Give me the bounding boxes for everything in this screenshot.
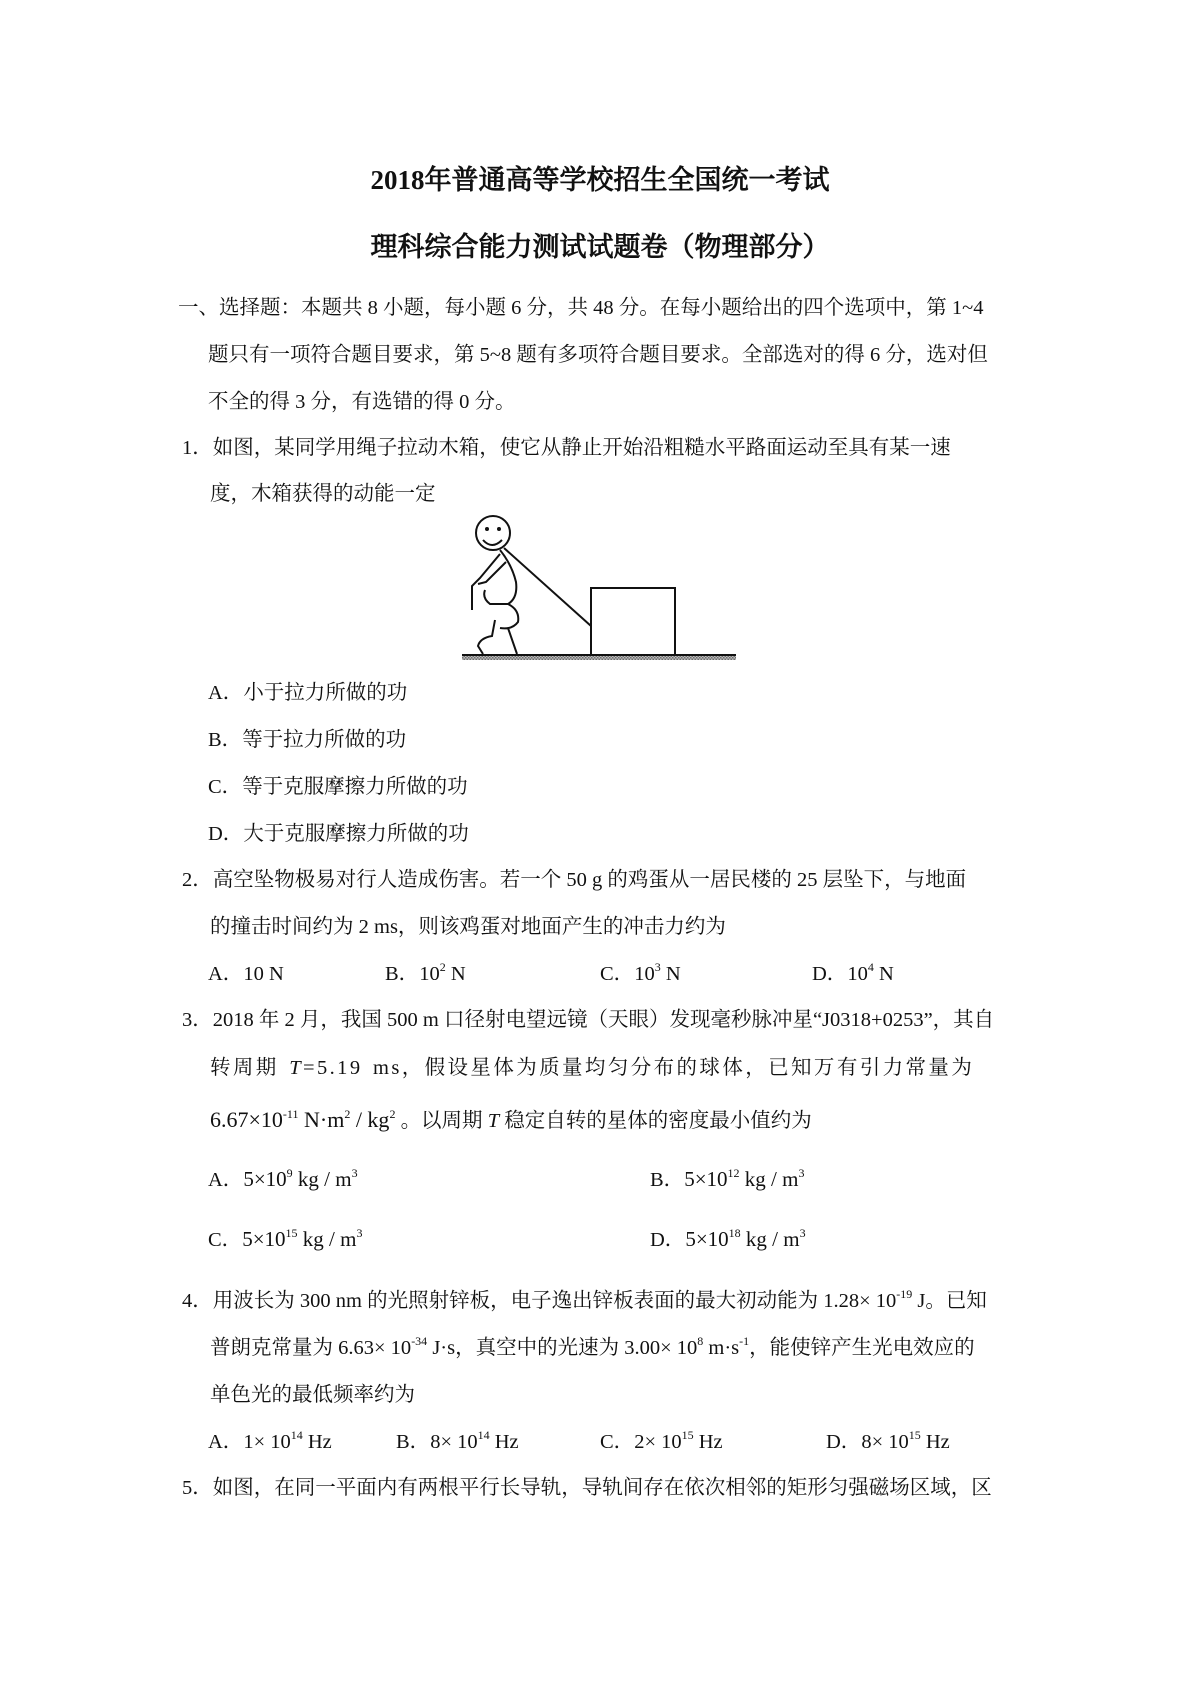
q2-stem-line2: 的撞击时间约为 2 ms，则该鸡蛋对地面产生的冲击力约为 (210, 916, 726, 938)
q4-option-d[interactable] (826, 1424, 950, 1454)
exponent: 2 (389, 1107, 396, 1121)
option-label: D． (208, 823, 244, 845)
text-segment: J·s，真空中的光速为 3.00× 10 (427, 1337, 698, 1359)
exponent: -11 (282, 1107, 299, 1121)
option-exponent: 9 (286, 1166, 293, 1180)
option-exponent: 4 (867, 960, 874, 974)
q3-stem-line1: 3．2018 年 2 月，我国 500 m 口径射电望远镜（天眼）发现毫秒脉冲星“J0318+0253”，其自 (182, 1009, 995, 1031)
option-unit: kg / m (740, 1227, 800, 1251)
section-instructions-line3: 不全的得 3 分，有选错的得 0 分。 (208, 391, 516, 413)
person-legs (478, 620, 517, 654)
option-value: 5×10 (685, 1227, 729, 1251)
option-value: 1× 10 (243, 1431, 291, 1453)
q1-figure-person-pulling-box (420, 510, 770, 660)
q1-option-b[interactable] (208, 722, 406, 752)
q1-option-a[interactable] (208, 675, 407, 705)
q2-stem-line1: 2．高空坠物极易对行人造成伤害。若一个 50 g 的鸡蛋从一居民楼的 25 层坠下，与地面 (182, 869, 967, 891)
option-text: 小于拉力所做的功 (243, 682, 408, 704)
text-segment: 4．用波长为 300 nm 的光照射锌板，电子逸出锌板表面的最大初动能为 1.28× 10 (182, 1290, 897, 1312)
math-segment: N·m (298, 1107, 345, 1132)
wooden-box (591, 588, 675, 655)
option-text: 等于克服摩擦力所做的功 (242, 776, 468, 798)
option-unit: Hz (693, 1431, 723, 1453)
text-segment: 稳定自转的星体的密度最小值约为 (499, 1110, 812, 1132)
option-unit: N (263, 963, 284, 985)
person-belly (500, 604, 518, 628)
option-exponent: 2 (439, 960, 446, 974)
text-segment: J。已知 (912, 1290, 987, 1312)
text-segment: m·s (703, 1337, 740, 1359)
q3-option-a[interactable] (208, 1162, 358, 1192)
person-eye-right (497, 527, 501, 531)
q3-option-b[interactable] (650, 1162, 804, 1192)
symbol-T: T (487, 1110, 500, 1132)
option-exponent: 3 (654, 960, 661, 974)
option-value: 5×10 (242, 1227, 286, 1251)
option-exponent: 14 (290, 1428, 303, 1442)
option-label: C． (208, 1229, 243, 1251)
text-segment: 。以周期 (395, 1110, 488, 1132)
option-value: 2× 10 (634, 1431, 682, 1453)
option-value: 5×10 (243, 1167, 287, 1191)
exponent: -34 (411, 1334, 428, 1348)
section-instructions-line2: 题只有一项符合题目要求，第 5~8 题有多项符合题目要求。全部选对的得 6 分，选对但 (208, 344, 988, 366)
section-instructions-line1: 一、选择题：本题共 8 小题，每小题 6 分，共 48 分。在每小题给出的四个选项中，第 1~4 (178, 297, 984, 319)
unit-exponent: 3 (356, 1226, 363, 1240)
text-segment: ，能使锌产生光电效应的 (749, 1337, 975, 1359)
q4-stem-line1 (182, 1283, 987, 1313)
text-segment: 普朗克常量为 6.63× 10 (210, 1337, 412, 1359)
option-exponent: 15 (285, 1226, 298, 1240)
option-label: C． (600, 1431, 635, 1453)
option-value: 10 (419, 963, 440, 985)
unit-exponent: 3 (351, 1166, 358, 1180)
option-unit: N (660, 963, 681, 985)
exponent: -1 (739, 1334, 750, 1348)
q1-stem-line2: 度，木箱获得的动能一定 (210, 483, 436, 505)
person-eye-left (485, 527, 489, 531)
option-unit: N (445, 963, 466, 985)
person-body (484, 550, 516, 604)
exponent: 8 (697, 1334, 704, 1348)
q4-stem-line2 (210, 1330, 975, 1360)
q4-option-b[interactable] (396, 1424, 519, 1454)
person-mouth (483, 540, 502, 545)
option-label: A． (208, 1431, 244, 1453)
option-unit: Hz (302, 1431, 332, 1453)
option-label: C． (600, 963, 635, 985)
text-segment: 转周期 (210, 1057, 290, 1079)
q4-option-c[interactable] (600, 1424, 723, 1454)
q4-stem-line3: 单色光的最低频率约为 (210, 1384, 415, 1406)
option-value: 10 (634, 963, 655, 985)
option-label: A． (208, 963, 244, 985)
math-segment: / kg (350, 1107, 390, 1132)
q2-option-a[interactable] (208, 956, 284, 986)
q3-option-c[interactable] (208, 1222, 362, 1252)
option-value: 5×10 (684, 1167, 728, 1191)
option-exponent: 14 (477, 1428, 490, 1442)
option-label: D． (650, 1229, 686, 1251)
option-exponent: 18 (728, 1226, 741, 1240)
option-label: B． (650, 1169, 685, 1191)
option-exponent: 15 (681, 1428, 694, 1442)
math-segment: 6.67×10 (210, 1107, 283, 1132)
option-unit: kg / m (739, 1167, 799, 1191)
exam-title: 2018年普通高等学校招生全国统一考试 (370, 165, 830, 195)
q1-stem-line1: 1．如图，某同学用绳子拉动木箱，使它从静止开始沿粗糙水平路面运动至具有某一速 (182, 437, 951, 459)
text-segment: =5.19 ms，假设星体为质量均匀分布的球体，已知万有引力常量为 (303, 1057, 975, 1079)
exponent: -19 (896, 1287, 913, 1301)
option-label: C． (208, 776, 243, 798)
option-label: B． (385, 963, 420, 985)
q3-option-d[interactable] (650, 1222, 806, 1252)
q3-stem-line3 (210, 1103, 812, 1133)
q4-option-a[interactable] (208, 1424, 332, 1454)
exponent: 2 (344, 1107, 351, 1121)
option-unit: Hz (489, 1431, 519, 1453)
option-text: 大于克服摩擦力所做的功 (243, 823, 469, 845)
q2-option-d[interactable] (812, 956, 894, 986)
option-value: 8× 10 (861, 1431, 909, 1453)
option-value: 10 (243, 963, 264, 985)
q2-option-c[interactable] (600, 956, 681, 986)
option-unit: kg / m (292, 1167, 352, 1191)
q1-option-d[interactable] (208, 816, 469, 846)
option-exponent: 12 (727, 1166, 740, 1180)
unit-exponent: 3 (798, 1166, 805, 1180)
person-arm-inner (478, 562, 506, 584)
option-value: 8× 10 (430, 1431, 478, 1453)
q5-stem-line1: 5．如图，在同一平面内有两根平行长导轨，导轨间存在依次相邻的矩形匀强磁场区域，区 (182, 1477, 992, 1499)
q2-option-b[interactable] (385, 956, 466, 986)
option-exponent: 15 (908, 1428, 921, 1442)
option-text: 等于拉力所做的功 (242, 729, 407, 751)
option-unit: kg / m (297, 1227, 357, 1251)
option-unit: N (873, 963, 894, 985)
option-value: 10 (847, 963, 868, 985)
q1-option-c[interactable] (208, 769, 468, 799)
option-label: D． (812, 963, 848, 985)
option-label: D． (826, 1431, 862, 1453)
option-unit: Hz (920, 1431, 950, 1453)
exam-subtitle: 理科综合能力测试试题卷（物理部分） (370, 232, 830, 262)
option-label: B． (208, 729, 243, 751)
option-label: B． (396, 1431, 431, 1453)
q3-stem-line2 (210, 1050, 974, 1080)
symbol-T: T (289, 1057, 304, 1079)
option-label: A． (208, 1169, 244, 1191)
option-label: A． (208, 682, 244, 704)
unit-exponent: 3 (799, 1226, 806, 1240)
